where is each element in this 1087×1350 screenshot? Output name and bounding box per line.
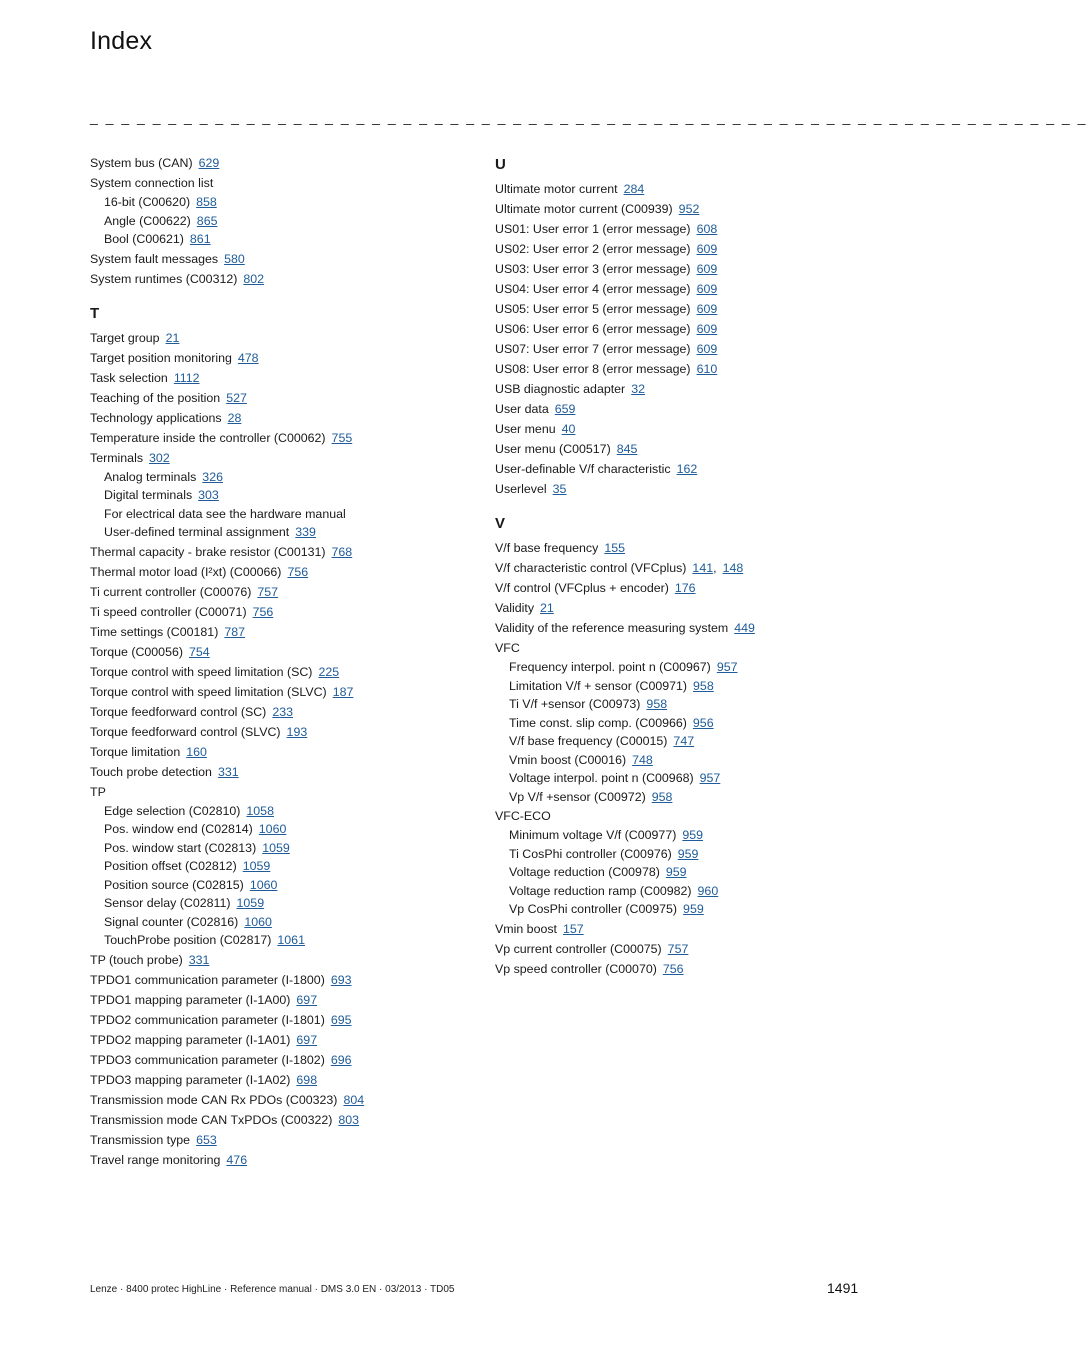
page-link[interactable]: 21 (165, 330, 180, 345)
page-link[interactable]: 653 (196, 1132, 217, 1147)
index-subentry (90, 486, 480, 505)
index-term: Torque limitation (90, 744, 181, 759)
index-term: Vmin boost (C00016) (509, 752, 627, 767)
page-link[interactable]: 303 (198, 488, 219, 502)
index-entry (90, 1070, 480, 1090)
index-entry (90, 562, 480, 582)
index-term: Torque control with speed limitation (SC) (90, 664, 313, 679)
page-link[interactable]: 449 (734, 621, 755, 635)
index-subentry (90, 505, 480, 524)
index-term: Analog terminals (104, 469, 197, 484)
index-entry (495, 339, 875, 359)
index-entry (495, 239, 875, 259)
page-link[interactable]: 803 (338, 1112, 360, 1127)
index-term: Technology applications (90, 410, 222, 425)
index-term: Time settings (C00181) (90, 624, 219, 639)
index-entry (495, 379, 875, 399)
index-subentry (495, 677, 875, 696)
index-entry (495, 959, 875, 979)
index-entry (90, 249, 480, 269)
index-letter-heading: U (495, 156, 506, 173)
index-term: Ti current controller (C00076) (90, 584, 252, 599)
index-term: Edge selection (C02810) (104, 803, 241, 818)
index-term: User-definable V/f characteristic (495, 462, 671, 476)
index-subentry (495, 826, 875, 845)
page-link[interactable]: 157 (562, 921, 584, 936)
index-entry (495, 558, 875, 578)
page-link[interactable]: 958 (693, 678, 714, 693)
index-subentry (495, 751, 875, 770)
page-link[interactable]: 756 (252, 604, 274, 619)
index-term: Voltage reduction ramp (C00982) (509, 883, 692, 898)
index-entry (90, 722, 480, 742)
index-subentry (495, 863, 875, 882)
index-term: V/f base frequency (495, 541, 599, 555)
page-link[interactable]: 755 (331, 430, 353, 445)
index-term: User-defined terminal assignment (104, 525, 290, 539)
index-entry (495, 638, 875, 658)
index-subentry (90, 802, 480, 821)
header-separator: _ _ _ _ _ _ _ _ _ _ _ _ _ _ _ _ _ _ _ _ _ _ _ _ _ _ _ _ _ _ _ _ _ _ _ _ _ _ _ _ _ _ _ _ _ _ _ _ _ _ _ _ _ _ _ _ _ _ _ _ _ _ _ _ (90, 109, 1087, 125)
index-subentry (90, 193, 480, 212)
index-entry (90, 602, 480, 622)
index-term: Limitation V/f + sensor (C00971) (509, 678, 688, 693)
page-link[interactable]: 193 (286, 724, 308, 739)
page-link[interactable]: 754 (188, 644, 210, 659)
index-term: For electrical data see the hardware manual (104, 506, 346, 521)
index-term: Pos. window end (C02814) (104, 822, 253, 836)
index-term: USB diagnostic adapter (495, 382, 626, 396)
index-term: Thermal capacity - brake resistor (C00131) (90, 544, 326, 559)
index-term: US02: User error 2 (error message) (495, 242, 691, 256)
index-entry (495, 179, 875, 199)
index-subentry (495, 732, 875, 751)
index-subentry (90, 230, 480, 249)
page-link[interactable]: 609 (696, 342, 718, 356)
index-entry (90, 542, 480, 562)
index-term: Position offset (C02812) (104, 859, 237, 873)
page-link[interactable]: 141 (692, 561, 714, 575)
index-term: Vp speed controller (C00070) (495, 961, 657, 976)
page-link[interactable]: 952 (678, 202, 700, 216)
index-subentry (90, 820, 480, 839)
index-term: Ultimate motor current (495, 182, 618, 196)
index-entry (495, 479, 875, 499)
index-subentry (90, 857, 480, 876)
index-entry (90, 742, 480, 762)
index-term: Task selection (90, 370, 168, 385)
index-subentry (90, 931, 480, 950)
page-link[interactable]: 148 (722, 561, 744, 575)
page-link[interactable]: 476 (226, 1152, 248, 1167)
index-subentry (90, 523, 480, 542)
page-link[interactable]: 756 (662, 961, 684, 976)
index-term: Minimum voltage V/f (C00977) (509, 828, 677, 842)
page-link[interactable]: 608 (696, 222, 718, 236)
page-link[interactable]: 960 (697, 883, 719, 898)
page-link[interactable]: 629 (198, 156, 220, 170)
page-link[interactable]: 757 (257, 584, 279, 599)
page-link[interactable]: 32 (631, 382, 645, 396)
index-term: Userlevel (495, 482, 547, 496)
index-subentry (90, 468, 480, 487)
index-entry (90, 662, 480, 682)
page-link[interactable]: 1112 (173, 370, 200, 385)
index-term: Validity (495, 601, 535, 615)
index-term: Voltage interpol. point n (C00968) (509, 771, 694, 785)
index-entry (90, 990, 480, 1010)
index-entry (495, 538, 875, 558)
page-link[interactable]: 326 (202, 469, 223, 484)
index-entry (495, 399, 875, 419)
index-entry (90, 448, 480, 468)
page-link[interactable]: 160 (186, 744, 207, 759)
page-link[interactable]: 802 (243, 271, 265, 286)
index-entry (90, 762, 480, 782)
index-entry (495, 459, 875, 479)
index-term: US08: User error 8 (error message) (495, 362, 691, 376)
page-link[interactable]: 958 (651, 789, 673, 804)
index-term: VFC-ECO (495, 809, 551, 823)
index-entry (495, 219, 875, 239)
page-link[interactable]: 959 (682, 828, 704, 842)
index-term: TPDO2 mapping parameter (I-1A01) (90, 1032, 291, 1047)
index-entry (90, 1050, 480, 1070)
page-link[interactable]: 609 (696, 322, 718, 336)
index-entry (90, 642, 480, 662)
index-subentry (495, 658, 875, 677)
index-term: Torque (C00056) (90, 644, 183, 659)
page-link[interactable]: 155 (604, 541, 626, 555)
index-term: Ti V/f +sensor (C00973) (509, 697, 641, 711)
footer-doc-info: Lenze · 8400 protec HighLine · Reference manual · DMS 3.0 EN · 03/2013 · TD05 (90, 1284, 455, 1295)
index-term: US04: User error 4 (error message) (495, 282, 691, 296)
index-entry (495, 919, 875, 939)
page-link[interactable]: 28 (227, 410, 242, 425)
index-entry (90, 1010, 480, 1030)
index-term: Transmission mode CAN TxPDOs (C00322) (90, 1112, 333, 1127)
page-link[interactable]: 1060 (244, 914, 272, 929)
index-term: US05: User error 5 (error message) (495, 302, 691, 316)
page-link[interactable]: 1059 (236, 896, 265, 910)
page-link[interactable]: 609 (696, 242, 718, 256)
index-entry (90, 682, 480, 702)
index-term: Target position monitoring (90, 350, 232, 365)
index-entry (90, 702, 480, 722)
page-link[interactable]: 787 (224, 624, 246, 639)
index-term: TouchProbe position (C02817) (104, 933, 272, 947)
index-term: Travel range monitoring (90, 1152, 221, 1167)
index-term: US07: User error 7 (error message) (495, 342, 691, 356)
index-entry (90, 269, 480, 289)
page-link[interactable]: 35 (552, 482, 567, 496)
index-term: Target group (90, 330, 160, 345)
index-term: System connection list (90, 176, 214, 190)
index-term: Pos. window start (C02813) (104, 840, 257, 855)
index-entry (90, 950, 480, 970)
index-term: Signal counter (C02816) (104, 914, 239, 929)
index-term: Time const. slip comp. (C00966) (509, 715, 687, 730)
index-term: Digital terminals (104, 488, 193, 502)
index-entry (495, 598, 875, 618)
index-term: User data (495, 402, 549, 416)
page-link[interactable]: 959 (665, 865, 687, 879)
page-link[interactable]: 693 (330, 972, 352, 987)
footer-page-number: 1491 (827, 1280, 859, 1296)
index-term: Ti speed controller (C00071) (90, 604, 247, 619)
page-link[interactable]: 956 (692, 715, 714, 730)
index-term: Temperature inside the controller (C00062) (90, 430, 326, 445)
index-entry (90, 328, 480, 348)
index-subentry (495, 769, 875, 788)
index-subentry (495, 695, 875, 714)
index-term: TPDO3 communication parameter (I-1802) (90, 1052, 325, 1067)
page-separator: , (713, 561, 717, 575)
page-link[interactable]: 1061 (277, 933, 305, 947)
page-link[interactable]: 176 (674, 581, 696, 595)
page-link[interactable]: 1060 (249, 877, 278, 892)
index-entry (495, 939, 875, 959)
page-link[interactable]: 21 (540, 601, 554, 615)
page-link[interactable]: 757 (667, 941, 689, 956)
page-link[interactable]: 331 (217, 764, 239, 779)
index-term: US06: User error 6 (error message) (495, 322, 691, 336)
index-entry (90, 1130, 480, 1150)
index-subentry (90, 839, 480, 858)
index-term: Torque control with speed limitation (SLVC) (90, 684, 327, 699)
index-term: Teaching of the position (90, 390, 221, 405)
page-link[interactable]: 959 (683, 902, 704, 916)
page-link[interactable]: 1060 (258, 822, 287, 836)
page-link[interactable]: 695 (330, 1012, 352, 1027)
index-entry (90, 368, 480, 388)
page-link[interactable]: 768 (331, 544, 353, 559)
page-link[interactable]: 331 (188, 952, 210, 967)
index-term: System runtimes (C00312) (90, 271, 238, 286)
index-term: User menu (495, 422, 556, 436)
index-term: Angle (C00622) (104, 213, 191, 228)
page-link[interactable]: 957 (699, 771, 721, 785)
index-entry (90, 1110, 480, 1130)
index-term: Bool (C00621) (104, 232, 184, 246)
index-term: US03: User error 3 (error message) (495, 262, 691, 276)
index-subentry (495, 845, 875, 864)
index-entry (495, 439, 875, 459)
index-term: Transmission type (90, 1132, 191, 1147)
index-term: VFC (495, 641, 520, 655)
page-link[interactable]: 698 (296, 1072, 318, 1087)
page-link[interactable]: 609 (696, 262, 718, 276)
page-link[interactable]: 748 (632, 752, 653, 767)
index-subentry (90, 212, 480, 231)
index-entry (90, 1090, 480, 1110)
index-entry (495, 259, 875, 279)
page-link[interactable]: 40 (561, 422, 576, 436)
index-term: V/f control (VFCplus + encoder) (495, 581, 669, 595)
page-title: Index (90, 27, 153, 55)
index-entry (90, 782, 480, 802)
page-link[interactable]: 804 (343, 1092, 365, 1107)
index-subentry (495, 714, 875, 733)
page-link[interactable]: 957 (716, 660, 738, 674)
index-entry (495, 319, 875, 339)
page-link[interactable]: 162 (676, 462, 698, 476)
index-entry (495, 279, 875, 299)
index-subentry (90, 894, 480, 913)
index-term: V/f characteristic control (VFCplus) (495, 561, 687, 575)
page-link[interactable]: 959 (677, 846, 699, 861)
index-term: Voltage reduction (C00978) (509, 865, 660, 879)
index-term: TPDO1 communication parameter (I-1800) (90, 972, 325, 987)
index-term: User menu (C00517) (495, 442, 611, 456)
page-link[interactable]: 339 (295, 525, 316, 539)
index-term: US01: User error 1 (error message) (495, 222, 691, 236)
index-term: Terminals (90, 450, 144, 465)
index-term: Vp current controller (C00075) (495, 941, 662, 956)
page-link[interactable]: 580 (224, 251, 245, 266)
index-subentry (90, 913, 480, 932)
index-entry (495, 618, 875, 638)
index-term: Vp V/f +sensor (C00972) (509, 789, 646, 804)
page-link[interactable]: 845 (616, 442, 638, 456)
index-term: System fault messages (90, 251, 219, 266)
index-term: Position source (C02815) (104, 877, 244, 892)
index-entry (90, 348, 480, 368)
index-entry (90, 408, 480, 428)
page-link[interactable]: 225 (318, 664, 340, 679)
page-link[interactable]: 1059 (242, 859, 271, 873)
index-column-left (90, 153, 480, 1170)
index-term: 16-bit (C00620) (104, 195, 191, 209)
index-term: Ultimate motor current (C00939) (495, 202, 673, 216)
page-link[interactable]: 478 (237, 350, 259, 365)
page-link[interactable]: 747 (673, 734, 695, 748)
index-entry (90, 1150, 480, 1170)
index-subentry (90, 876, 480, 895)
page-link[interactable]: 1058 (246, 803, 274, 818)
page-link[interactable]: 609 (696, 282, 718, 296)
index-entry (495, 578, 875, 598)
page-link[interactable]: 697 (296, 1032, 318, 1047)
index-entry (495, 199, 875, 219)
index-column-right (495, 153, 875, 979)
index-subentry (495, 788, 875, 807)
index-term: Vp CosPhi controller (C00975) (509, 902, 678, 916)
index-entry (495, 419, 875, 439)
index-term: Validity of the reference measuring system (495, 621, 729, 635)
index-term: V/f base frequency (C00015) (509, 734, 668, 748)
index-term: Ti CosPhi controller (C00976) (509, 846, 672, 861)
index-entry (495, 359, 875, 379)
index-term: Torque feedforward control (SC) (90, 704, 267, 719)
page-link[interactable]: 756 (287, 564, 309, 579)
page-link[interactable]: 302 (149, 450, 170, 465)
page-link[interactable]: 609 (696, 302, 718, 316)
index-subentry (495, 900, 875, 919)
index-entry (90, 173, 480, 193)
index-entry (495, 299, 875, 319)
page-link[interactable]: 659 (554, 402, 576, 416)
index-entry (90, 388, 480, 408)
index-term: TPDO2 communication parameter (I-1801) (90, 1012, 325, 1027)
index-entry (90, 1030, 480, 1050)
index-term: Vmin boost (495, 921, 557, 936)
page-link[interactable]: 284 (623, 182, 645, 196)
index-entry (90, 582, 480, 602)
page-link[interactable]: 527 (226, 390, 247, 405)
page-link[interactable]: 187 (332, 684, 354, 699)
index-entry (495, 806, 875, 826)
index-term: Frequency interpol. point n (C00967) (509, 660, 711, 674)
page-link[interactable]: 697 (296, 992, 318, 1007)
page-link[interactable]: 865 (196, 213, 218, 228)
index-term: TP (touch probe) (90, 952, 183, 967)
index-letter-heading: T (90, 304, 100, 322)
index-term: Transmission mode CAN Rx PDOs (C00323) (90, 1092, 338, 1107)
index-term: TPDO1 mapping parameter (I-1A00) (90, 992, 291, 1007)
page-link[interactable]: 958 (646, 697, 668, 711)
page-link[interactable]: 696 (330, 1052, 352, 1067)
index-entry (90, 428, 480, 448)
index-letter-heading: V (495, 515, 506, 532)
page-link[interactable]: 233 (272, 704, 293, 719)
index-entry (90, 153, 480, 173)
index-subentry (495, 882, 875, 901)
index-term: Torque feedforward control (SLVC) (90, 724, 281, 739)
index-term: TP (90, 784, 106, 799)
page-link[interactable]: 610 (696, 362, 718, 376)
page-link[interactable]: 1059 (262, 840, 290, 855)
index-entry (90, 970, 480, 990)
index-term: System bus (CAN) (90, 156, 193, 170)
page-link[interactable]: 861 (189, 232, 211, 246)
index-term: Sensor delay (C02811) (104, 896, 231, 910)
index-term: Thermal motor load (I²xt) (C00066) (90, 564, 282, 579)
index-term: TPDO3 mapping parameter (I-1A02) (90, 1072, 291, 1087)
index-term: Touch probe detection (90, 764, 212, 779)
page-link[interactable]: 858 (196, 195, 217, 209)
index-entry (90, 622, 480, 642)
